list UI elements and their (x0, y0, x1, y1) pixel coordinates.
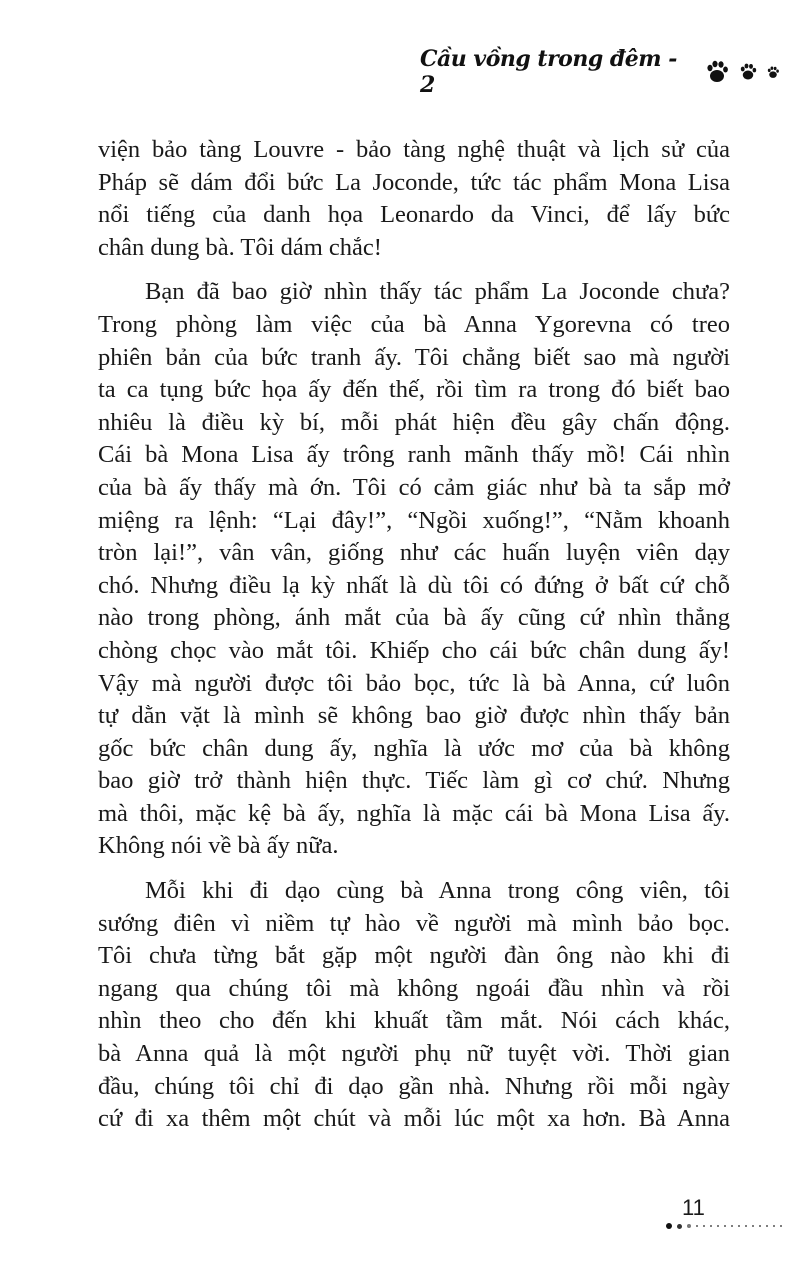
text-line: nhìn theo cho đến khi khuất tầm mắt. Nói cách khác, (98, 1007, 730, 1035)
text-line: đầu, chúng tôi chỉ đi dạo gần nhà. Nhưng rồi mỗi ngày (98, 1072, 730, 1100)
paragraph-3 (98, 875, 730, 1136)
text-line: Trong phòng làm việc của bà Anna Ygorevna có treo (98, 310, 730, 338)
text-line: nào trong phòng, ánh mắt của bà ấy cũng cứ nhìn thẳng (98, 604, 730, 632)
text-line: sướng điên vì niềm tự hào về người mà mình bảo bọc. (98, 909, 730, 937)
text-line: chó. Nhưng điều lạ kỳ nhất là dù tôi có đứng ở bất cứ chỗ (98, 571, 730, 599)
text-line: của bà ấy thấy mà ớn. Tôi có cảm giác như bà ta sắp mở (98, 473, 730, 501)
paw-print-icon (766, 66, 780, 79)
text-line: tròn lại!”, vân vân, giống như các huấn luyện viên dạy (98, 539, 730, 567)
text-line: chòng chọc vào mắt tôi. Khiếp cho cái bức chân dung ấy! (98, 636, 730, 664)
running-title: Cầu vồng trong đêm - 2 (420, 46, 677, 98)
text-line: tự dằn vặt là mình sẽ không bao giờ được nhìn thấy bản (98, 702, 730, 730)
text-line: miệng ra lệnh: “Lại đây!”, “Ngồi xuống!”, “Nằm khoanh (98, 506, 730, 534)
text-line: ngang qua chúng tôi mà không ngoái đầu nhìn và rồi (98, 974, 730, 1002)
text-line: Vậy mà người được tôi bảo bọc, tức là bà Anna, cứ luôn (98, 669, 730, 697)
text-line: phiên bản của bức tranh ấy. Tôi chẳng biết sao mà người (98, 343, 730, 371)
paw-print-icon (704, 60, 730, 84)
page-number: 11 (682, 1195, 705, 1220)
text-line: Tôi chưa từng bắt gặp một người đàn ông nào khi đi (98, 942, 730, 970)
text-line: Cái bà Mona Lisa ấy trông ranh mãnh thấy mồ! Cái nhìn (98, 441, 730, 469)
dotted-line-decoration (666, 1223, 782, 1229)
text-line: nổi tiếng của danh họa Leonardo da Vinci, để lấy bức (98, 201, 730, 229)
text-line: nhiêu là điều kỳ bí, mỗi phát hiện đều gây chấn động. (98, 408, 730, 436)
text-line: ta ca tụng bức họa ấy đến thế, rồi tìm ra trong đó biết bao (98, 376, 730, 404)
text-line: bao giờ trở thành hiện thực. Tiếc làm gì cơ chứ. Nhưng (98, 767, 730, 795)
text-line: bà Anna quả là một người phụ nữ tuyệt vời. Thời gian (98, 1040, 730, 1068)
paragraph-1 (98, 134, 730, 264)
text-line: Bạn đã bao giờ nhìn thấy tác phẩm La Joconde chưa? (145, 278, 730, 306)
text-line: gốc bức chân dung ấy, nghĩa là ước mơ của bà không (98, 734, 730, 762)
text-line: mà thôi, mặc kệ bà ấy, nghĩa là mặc cái bà Mona Lisa ấy. (98, 799, 730, 827)
text-line: viện bảo tàng Louvre - bảo tàng nghệ thuật và lịch sử của (98, 136, 730, 163)
page-footer (660, 1195, 780, 1235)
paragraph-2 (98, 276, 730, 863)
body-text (98, 134, 730, 1136)
text-line: cứ đi xa thêm một chút và mỗi lúc một xa hơn. Bà Anna (98, 1105, 730, 1133)
text-line: chân dung bà. Tôi dám chắc! (98, 233, 382, 261)
text-line: Không nói về bà ấy nữa. (98, 832, 339, 860)
text-line: Mỗi khi đi dạo cùng bà Anna trong công viên, tôi (145, 877, 730, 905)
running-header (420, 46, 780, 98)
paw-decoration (704, 60, 780, 84)
paw-print-icon (738, 63, 758, 81)
text-line: Pháp sẽ dám đổi bức La Joconde, tức tác phẩm Mona Lisa (98, 168, 730, 196)
